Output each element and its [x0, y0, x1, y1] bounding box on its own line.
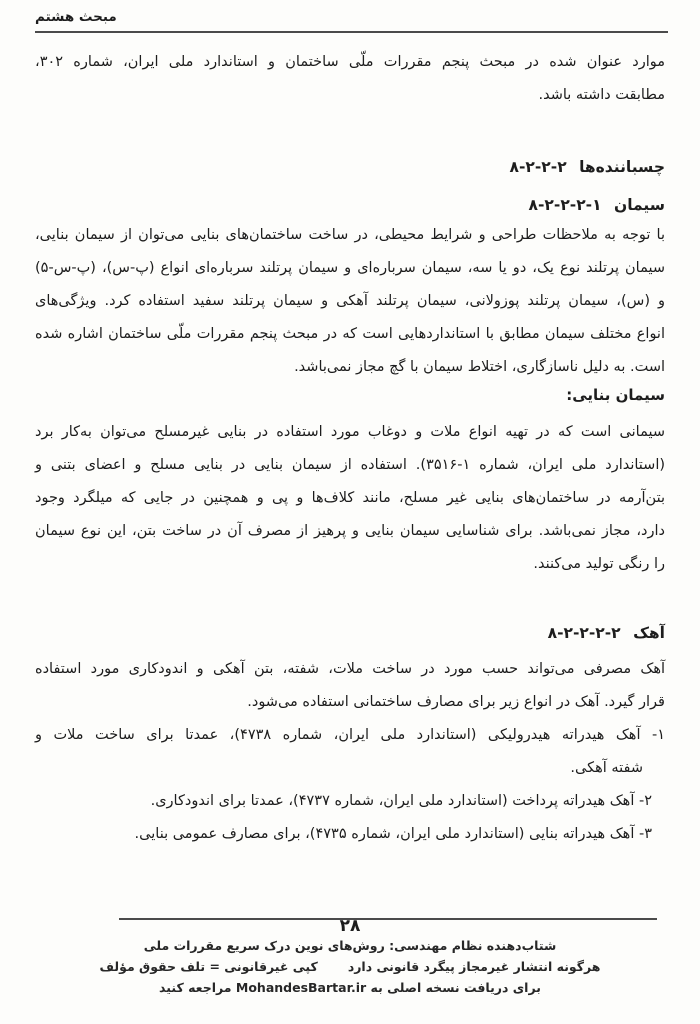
paragraph-line: و (س)، سیمان پرتلند پوزولانی، سیمان پرتلند آهکی و سیمان پرتلند سفید استفاده کرد. ویژگی‌های — [35, 293, 665, 309]
header-rule — [35, 31, 668, 33]
paragraph-line: آهک مصرفی می‌تواند حسب مورد در ساخت ملات، شفته، بتن آهکی و اندودکاری مورد استفاده — [35, 661, 665, 677]
footer-website-suffix: مراجعه کنید — [159, 980, 232, 995]
footer-website-prefix: برای دریافت نسخه اصلی به — [370, 980, 541, 995]
paragraph-line: موارد عنوان شده در مبحث پنجم مقررات ملّی ساختمان و استاندارد ملی ایران، شماره ۳۰۲، — [35, 54, 665, 70]
paragraph-line: بتن‌آرمه در ساختمان‌های بنایی غیر مسلح، مانند کلاف‌ها و پی و همچنین در جایی که میلگرد وجود — [35, 490, 665, 506]
paragraph-line: سیمانی است که در تهیه انواع ملات و دوغاب مورد استفاده در بنایی غیرمسلح می‌توان به‌کار برد — [35, 424, 665, 440]
section-heading-lime — [548, 621, 665, 645]
masonry-cement-paragraph — [35, 416, 665, 581]
list-item: ۳- آهک هیدراته بنایی (استاندارد ملی ایران، شماره ۴۷۳۵)، برای مصارف عمومی بنایی. — [134, 826, 652, 842]
footer-website-line — [0, 977, 700, 998]
paragraph-line: مطابقت داشته باشد. — [538, 87, 665, 103]
section-heading-cement — [529, 193, 665, 217]
paragraph-line: انواع مختلف سیمان مطابق با استانداردهایی است که در مبحث پنجم مقررات ملّی ساختمان اشاره شده — [35, 326, 665, 342]
footer-website-link[interactable]: MohandesBartar.ir — [235, 980, 367, 995]
section-number: ۸-۲-۲-۲ — [509, 158, 567, 176]
list-item: ۲- آهک هیدراته پرداخت (استاندارد ملی ایران، شماره ۴۷۳۷)، عمدتا برای اندودکاری. — [150, 793, 652, 809]
list-item: ۱- آهک هیدراته هیدرولیکی (استاندارد ملی ایران، شماره ۴۷۳۸)، عمدتا برای ساخت ملات و — [35, 727, 665, 743]
paragraph-line: با توجه به ملاحظات طراحی و شرایط محیطی، در ساخت ساختمان‌های بنایی می‌توان از سیمان بنایی، — [35, 227, 665, 243]
lime-types-list — [35, 719, 665, 851]
paragraph-line: سیمان پرتلند نوع یک، دو یا سه، سیمان سرباره‌ای و سیمان پرتلند سرباره‌ای انواع (پ-س)، (پ-س-۵) — [35, 260, 665, 276]
section-number: ۸-۲-۲-۲-۱ — [528, 196, 602, 214]
section-heading-binders — [510, 155, 665, 179]
paragraph-line: را رنگی تولید می‌کنند. — [533, 556, 665, 572]
paragraph-line: قرار گیرد. آهک در انواع زیر برای مصارف ساختمانی استفاده می‌شود. — [247, 694, 665, 710]
cement-paragraph — [35, 219, 665, 384]
running-header-chapter: مبحث هشتم — [35, 9, 117, 25]
list-item-continuation: شفته آهکی. — [570, 760, 643, 776]
intro-paragraph — [35, 46, 665, 112]
paragraph-line: است. به دلیل ناسازگاری، اختلاط سیمان با گچ مجاز نمی‌باشد. — [294, 359, 665, 375]
section-title: آهک — [633, 624, 665, 642]
section-number: ۸-۲-۲-۲-۲ — [547, 624, 621, 642]
footer-slogan-2-copy: کپی غیرقانونی = تلف حقوق مؤلف — [99, 959, 318, 974]
footer-slogan-1: شتاب‌دهنده نظام مهندسی: روش‌های نوین درک سریع مقررات ملی — [143, 938, 557, 953]
footer-slogan-2 — [0, 956, 700, 977]
lime-paragraph — [35, 653, 665, 719]
paragraph-line: دارد، مجاز نمی‌باشد. برای شناسایی سیمان بنایی و پرهیز از مصرف آن در ساخت بتن، این نوع سیمان — [35, 523, 665, 539]
paragraph-line: (استاندارد ملی ایران، شماره ۱-۳۵۱۶). استفاده از سیمان بنایی در بنایی مسلح و اعضای بتنی و — [35, 457, 665, 473]
section-title: سیمان — [613, 196, 665, 214]
page-number: ۲۸ — [339, 916, 361, 936]
section-title: چسباننده‌ها — [579, 158, 665, 176]
masonry-cement-label: سیمان بنایی: — [566, 386, 665, 404]
footer-slogan-2-legal: هرگونه انتشار غیرمجاز پیگرد قانونی دارد — [347, 959, 601, 974]
